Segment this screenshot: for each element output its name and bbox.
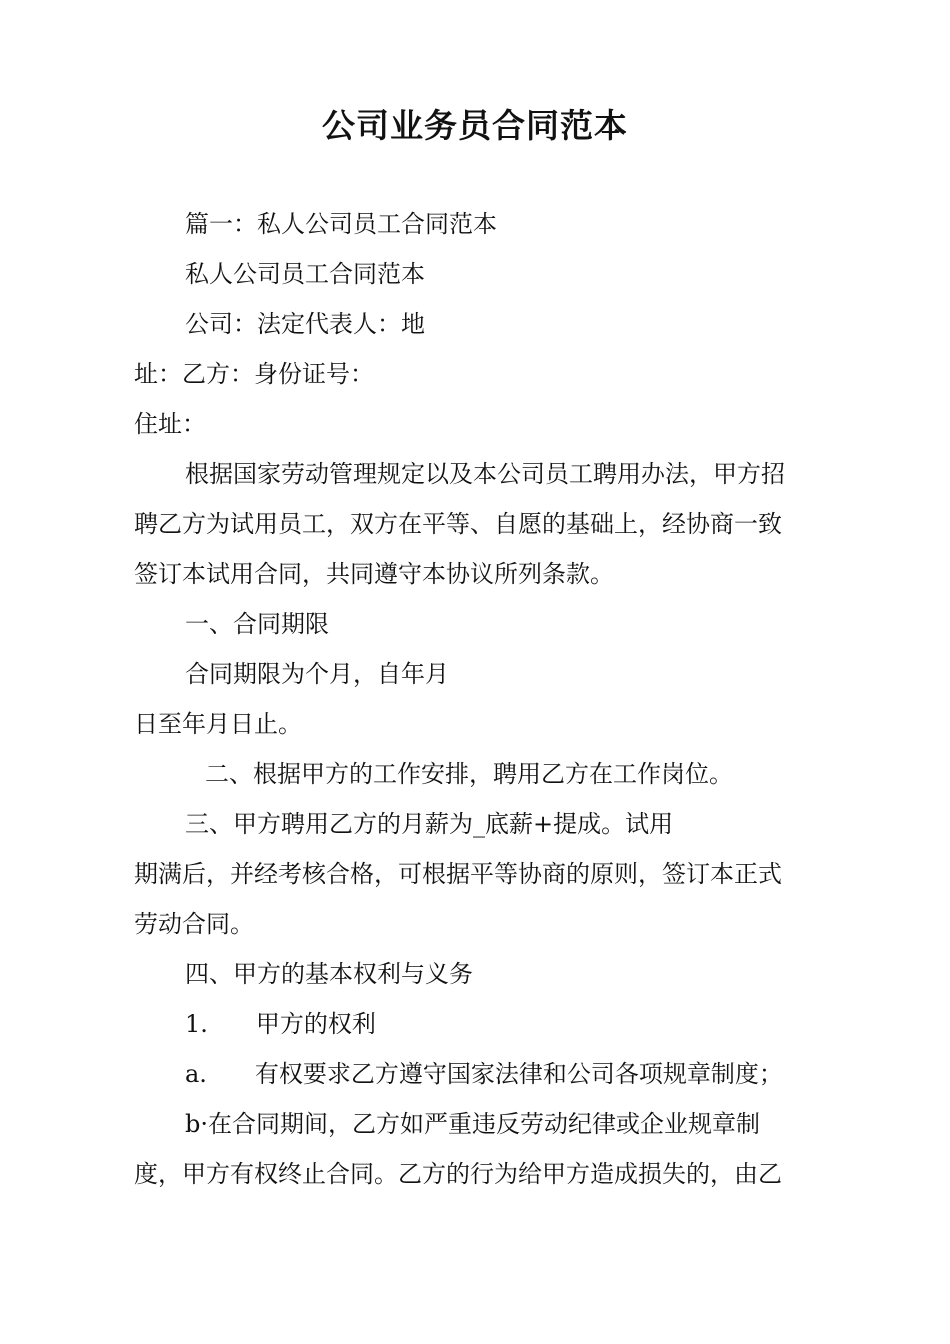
text-line: 根据国家劳动管理规定以及本公司员工聘用办法，甲方招: [185, 460, 785, 488]
section-heading: 三、甲方聘用乙方的月薪为_底薪+提成。试用: [185, 810, 674, 838]
text-line: 劳动合同。: [134, 910, 254, 938]
text-line: 度，甲方有权终止合同。乙方的行为给甲方造成损失的，由乙: [134, 1160, 782, 1188]
section-heading: 二、根据甲方的工作安排，聘用乙方在工作岗位。: [205, 760, 733, 788]
list-item: a. 有权要求乙方遵守国家法律和公司各项规章制度；: [185, 1060, 783, 1088]
text-line: 日至年月日止。: [134, 710, 302, 738]
text-line: 住址：: [134, 410, 206, 438]
section-heading: 一、合同期限: [185, 610, 329, 638]
list-item: b·在合同期间，乙方如严重违反劳动纪律或企业规章制: [185, 1110, 760, 1138]
text-line: 篇一：私人公司员工合同范本: [185, 210, 497, 238]
text-line: 公司：法定代表人：地: [185, 310, 425, 338]
text-line: 聘乙方为试用员工，双方在平等、自愿的基础上，经协商一致: [134, 510, 782, 538]
list-item: 1. 甲方的权利: [185, 1010, 376, 1038]
section-heading: 四、甲方的基本权利与义务: [185, 960, 473, 988]
text-line: 合同期限为个月，自年月: [185, 660, 449, 688]
text-line: 期满后，并经考核合格，可根据平等协商的原则，签订本正式: [134, 860, 782, 888]
text-line: 址：乙方：身份证号：: [134, 360, 374, 388]
text-line: 私人公司员工合同范本: [185, 260, 425, 288]
text-line: 签订本试用合同，共同遵守本协议所列条款。: [134, 560, 614, 588]
document-title: 公司业务员合同范本: [322, 106, 628, 145]
